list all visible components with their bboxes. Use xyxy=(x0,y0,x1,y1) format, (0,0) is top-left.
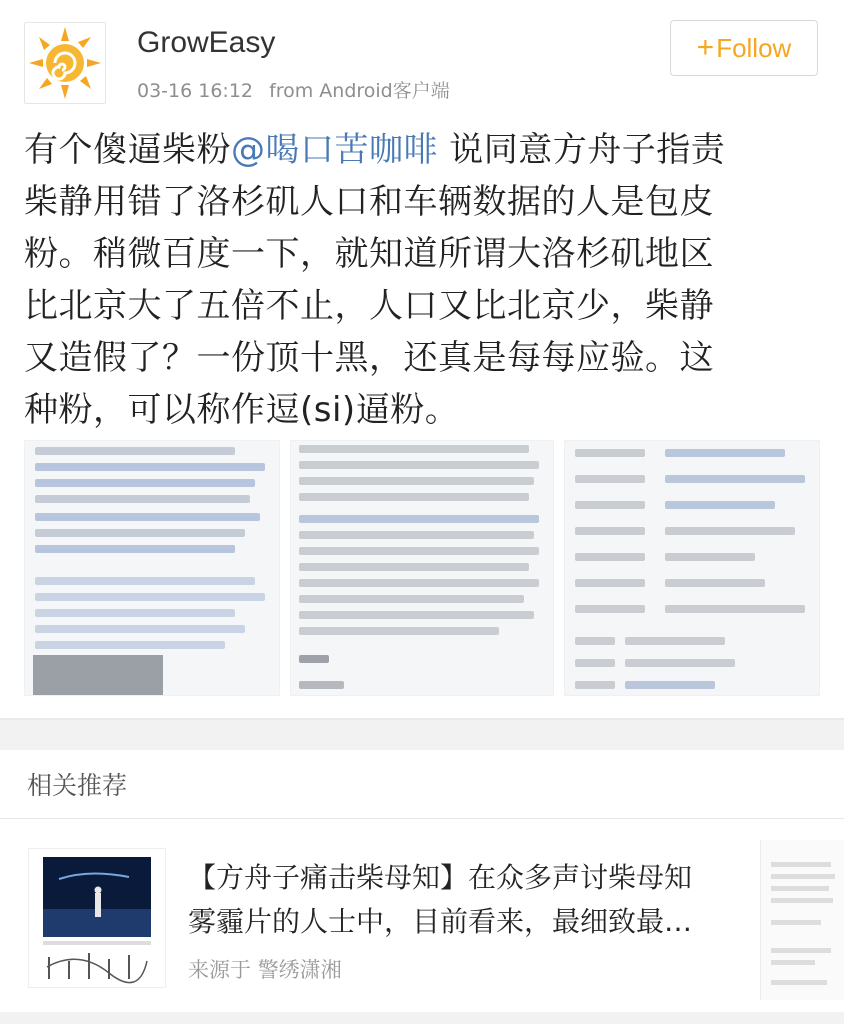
post-text-line: 粉。稍微百度一下，就知道所谓大洛杉矶地区 xyxy=(24,234,714,274)
divider xyxy=(0,1012,844,1024)
video-still-image xyxy=(29,849,165,987)
follow-button[interactable] xyxy=(670,20,818,76)
post-header xyxy=(0,0,844,120)
related-card-thumbnail[interactable] xyxy=(28,848,166,988)
mention-link[interactable]: @喝口苦咖啡 xyxy=(231,130,438,170)
plus-icon: + xyxy=(696,31,715,64)
post-source: Android客户端 xyxy=(319,80,450,102)
related-title: 相关推荐 xyxy=(27,771,128,800)
source-prefix: from xyxy=(269,80,314,102)
related-title-line-1: 【方舟子痛击柴母知】在众多声讨柴母知 xyxy=(188,861,693,894)
post-text-line: 柴静用错了洛杉矶人口和车辆数据的人是包皮 xyxy=(24,182,714,222)
post-text-line: 种粉，可以称作逗(si)逼粉。 xyxy=(24,390,460,430)
section-gap xyxy=(0,720,844,750)
adjacent-card-preview[interactable] xyxy=(760,840,844,1000)
sun-logo-icon xyxy=(25,23,105,103)
post-image-2[interactable] xyxy=(290,440,554,696)
post-text-line: 有个傻逼柴粉@喝口苦咖啡 说同意方舟子指责 xyxy=(24,130,726,170)
related-title-line-2: 雾霾片的人士中，目前看来，最细致最… xyxy=(188,905,693,938)
post-text-line: 比北京大了五倍不止，人口又比北京少，柴静 xyxy=(24,286,714,326)
related-card-title[interactable] xyxy=(188,856,748,944)
post-time: 03-16 16:12 xyxy=(137,80,254,102)
post-image-1[interactable] xyxy=(24,440,280,696)
post-images xyxy=(24,440,820,696)
post-meta xyxy=(137,76,460,103)
post-text xyxy=(24,124,814,436)
related-card-source: 来源于 警绣潇湘 xyxy=(188,958,342,982)
post-text-line: 又造假了？一份顶十黑，还真是每每应验。这 xyxy=(24,338,714,378)
post-image-3[interactable] xyxy=(564,440,820,696)
avatar[interactable] xyxy=(24,22,106,104)
divider xyxy=(0,818,844,819)
follow-label: Follow xyxy=(716,32,792,63)
author-name[interactable]: GrowEasy xyxy=(137,26,276,59)
